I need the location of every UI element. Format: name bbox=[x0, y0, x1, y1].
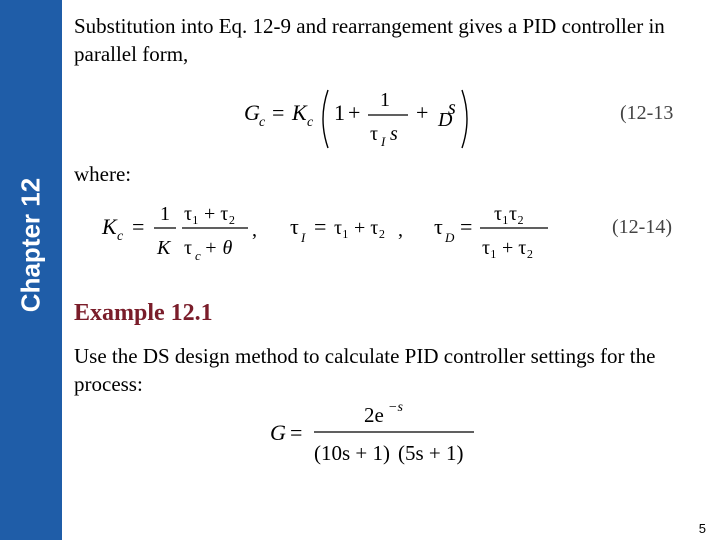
eq13-lhs: G bbox=[244, 100, 260, 125]
eq14-frac2-den-tau: τ bbox=[184, 237, 193, 259]
eq14-Kc: K bbox=[102, 214, 117, 239]
eq13-plus2: + bbox=[416, 100, 429, 125]
where-text: where: bbox=[74, 162, 132, 186]
eq13-equals: = bbox=[272, 100, 285, 125]
eq13-left-paren bbox=[323, 90, 328, 148]
eq13-K-sub: c bbox=[307, 115, 314, 130]
proc-den1: (10s + 1) bbox=[314, 441, 391, 465]
chapter-label: Chapter 12 bbox=[15, 177, 46, 313]
eq14-eq1: = bbox=[132, 214, 145, 239]
eq13-tau-sub: I bbox=[381, 134, 386, 149]
sidebar-divider bbox=[64, 0, 66, 540]
chapter-sidebar bbox=[0, 0, 62, 540]
process-equation bbox=[268, 398, 488, 470]
eq13-D-label: D bbox=[438, 109, 453, 131]
eq14-frac3-num: τ₁τ₂ bbox=[494, 203, 525, 225]
eq14-frac1-den: K bbox=[157, 237, 171, 259]
eq13-lhs-sub: c bbox=[259, 115, 266, 130]
proc-den2: (5s + 1) bbox=[398, 441, 464, 465]
proc-num: 2e bbox=[364, 403, 384, 427]
eq14-sum: τ₁ + τ₂ bbox=[334, 217, 386, 239]
eq14-frac2-num: τ₁ + τ₂ bbox=[184, 203, 236, 225]
eq14-frac3-den: τ₁ + τ₂ bbox=[482, 237, 534, 259]
eq14-tauI: τ bbox=[290, 214, 299, 239]
eq14-frac2-den-plus: + θ bbox=[204, 237, 233, 259]
eq14-eq3: = bbox=[460, 214, 473, 239]
eq14-comma1: , bbox=[252, 219, 257, 241]
eq14-tauD: τ bbox=[434, 214, 443, 239]
eq14-tauI-sub: I bbox=[301, 230, 306, 245]
eq14-tauD-sub: D bbox=[445, 230, 455, 245]
eq13-plus: + bbox=[348, 100, 361, 125]
example-text: Use the DS design method to calculate PID controller settings for the process: bbox=[74, 344, 656, 396]
eq13-tau: τ bbox=[370, 123, 379, 145]
equation-12-13 bbox=[240, 84, 500, 154]
eq14-frac2-den-sub: c bbox=[195, 248, 201, 263]
eq13-s2: s bbox=[448, 97, 456, 119]
equation-12-14 bbox=[100, 196, 570, 266]
eq14-frac1-num: 1 bbox=[160, 203, 170, 225]
eq13-K: K bbox=[292, 100, 307, 125]
page-number: 5 bbox=[698, 521, 706, 536]
example-heading: Example 12.1 bbox=[74, 300, 213, 326]
proc-lhs: G bbox=[270, 420, 286, 445]
intro-text: Substitution into Eq. 12-9 and rearrangement gives a PID controller in parallel form, bbox=[74, 14, 665, 66]
eq13-right-paren bbox=[462, 90, 467, 148]
eq13-s: s bbox=[390, 123, 398, 145]
eq-number-12-14: (12-14) bbox=[612, 216, 672, 238]
eq14-Kc-sub: c bbox=[117, 229, 124, 244]
eq13-one: 1 bbox=[334, 100, 345, 125]
eq-number-12-13: (12-13 bbox=[620, 102, 674, 124]
eq14-eq2: = bbox=[314, 214, 327, 239]
proc-eq: = bbox=[290, 420, 303, 445]
proc-num-exp: −s bbox=[388, 400, 403, 415]
eq13-frac-num: 1 bbox=[380, 89, 390, 111]
eq14-comma2: , bbox=[398, 219, 403, 241]
